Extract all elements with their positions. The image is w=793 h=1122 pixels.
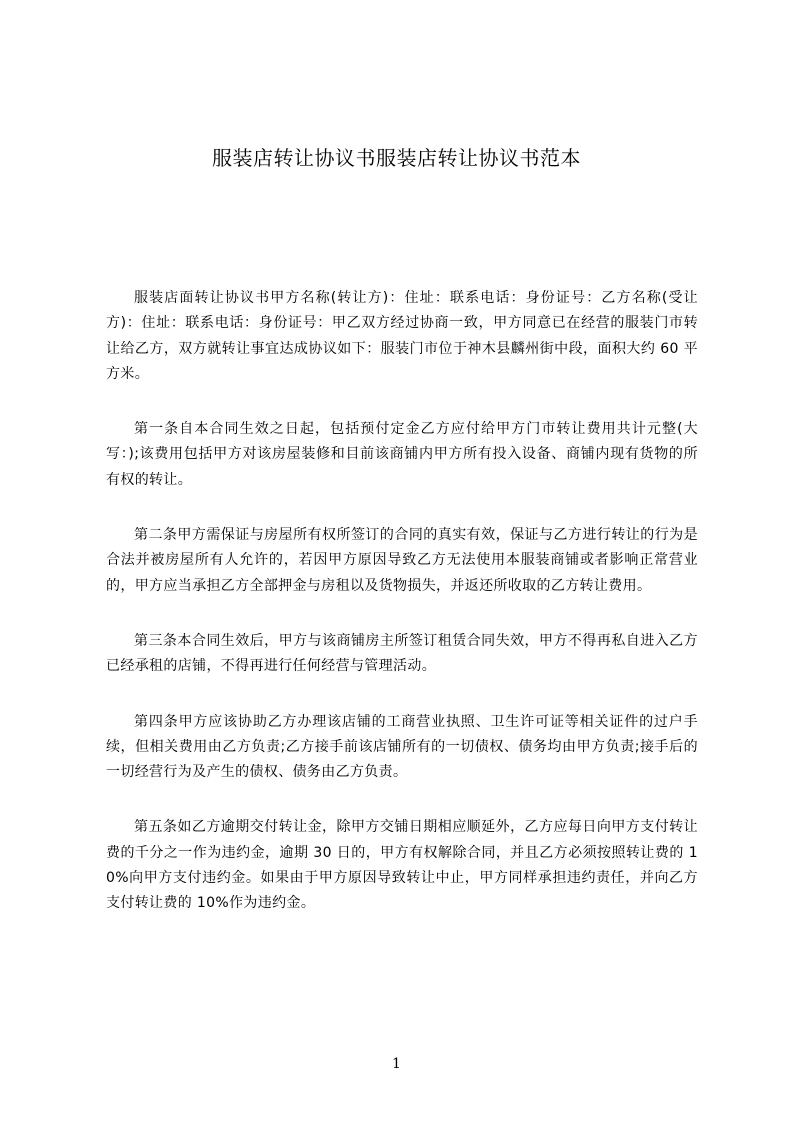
paragraph-article-4: 第四条甲方应该协助乙方办理该店铺的工商营业执照、卫生许可证等相关证件的过户手续，但相关费用由乙方负责;乙方接手前该店铺所有的一切债权、债务均由甲方负责;接手后的一切经营行为及产生的债权、债务由乙方负责。: [106, 713, 698, 781]
document-body: [106, 286, 698, 947]
document-title: 服装店转让协议书服装店转让协议书范本: [212, 146, 581, 170]
paragraph-parties: 服装店面转让协议书甲方名称(转让方)：住址：联系电话：身份证号：乙方名称(受让方)：住址：联系电话：身份证号：甲乙双方经过协商一致，甲方同意已在经营的服装门市转让给乙方，双方就转让事宜达成协议如下：服装门市位于神木县麟州街中段，面积大约 60 平方米。: [106, 290, 698, 382]
paragraph-article-2: 第二条甲方需保证与房屋所有权所签订的合同的真实有效，保证与乙方进行转让的行为是合法并被房屋所有人允许的，若因甲方原因导致乙方无法使用本服装商铺或者影响正常营业的，甲方应当承担乙方全部押金与房租以及货物损失，并返还所收取的乙方转让费用。: [106, 527, 698, 594]
paragraph-article-5: 第五条如乙方逾期交付转让金，除甲方交铺日期相应顺延外，乙方应每日向甲方支付转让费的千分之一作为违约金，逾期 30 日的，甲方有权解除合同，并且乙方必须按照转让费的 10%向甲方支付违约金。如果由于甲方原因导致转让中止，甲方同样承担违约责任，并向乙方支付转让费的 10%作为违约金。: [106, 819, 698, 912]
paragraph-article-3: 第三条本合同生效后，甲方与该商铺房主所签订租赁合同失效，甲方不得再私自进入乙方已经承租的店铺，不得再进行任何经营与管理活动。: [106, 632, 698, 675]
paragraph-article-1: 第一条自本合同生效之日起，包括预付定金乙方应付给甲方门市转让费用共计元整(大写：);该费用包括甲方对该房屋装修和目前该商铺内甲方所有投入设备、商铺内现有货物的所有权的转让。: [106, 421, 698, 488]
page-number: 1: [392, 1056, 401, 1072]
